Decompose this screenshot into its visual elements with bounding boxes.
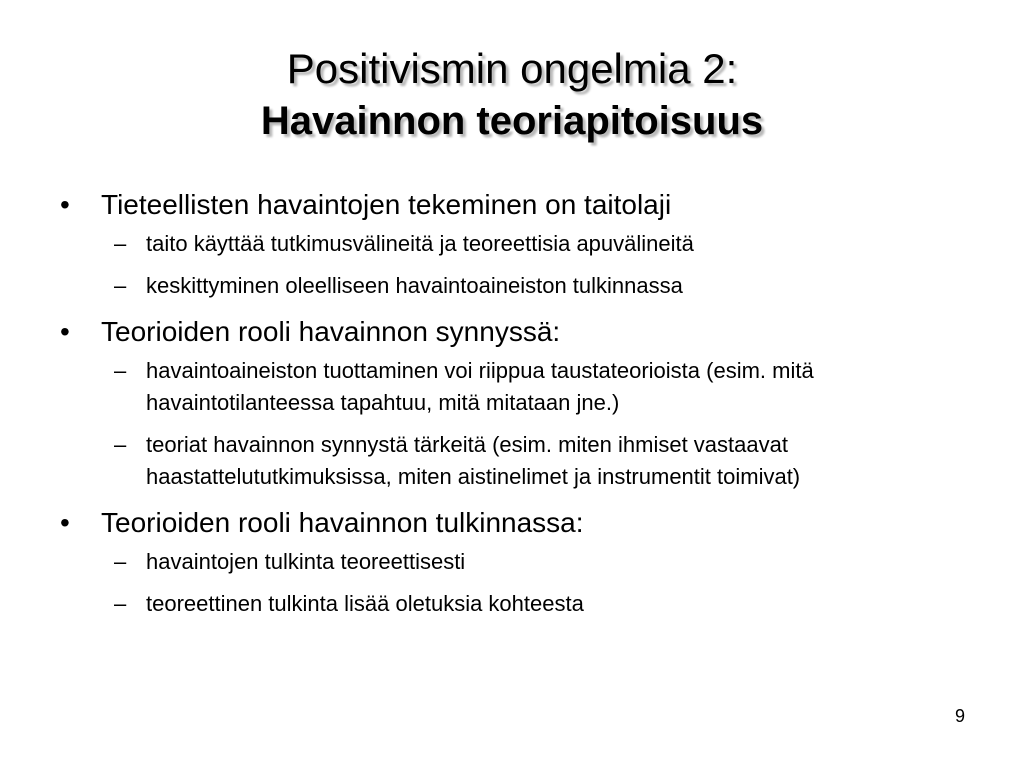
dash-icon: –	[114, 231, 127, 256]
dash-icon: –	[114, 432, 127, 457]
sub-bullet-text: havaintoaineiston tuottaminen voi riippua taustateorioista (esim. mitä havaintotilanteessa tapahtuu, mitä mitataan jne.)	[146, 358, 814, 415]
title-line-2: Havainnon teoriapitoisuus	[260, 99, 764, 143]
dash-icon: –	[114, 273, 127, 298]
sub-bullet-item	[60, 429, 970, 493]
sub-bullet-text: havaintojen tulkinta teoreettisesti	[146, 549, 466, 574]
bullet-icon: •	[60, 189, 70, 220]
sub-bullet-text: teoreettinen tulkinta lisää oletuksia kohteesta	[146, 591, 584, 616]
sub-bullet-item	[60, 355, 970, 419]
bullet-text: Teorioiden rooli havainnon tulkinnassa:	[101, 507, 584, 538]
sub-bullet-item	[60, 228, 970, 260]
bullet-icon: •	[60, 316, 70, 347]
title-line-1: Positivismin ongelmia 2:	[286, 45, 738, 92]
bullet-icon: •	[60, 507, 70, 538]
bullet-text: Teorioiden rooli havainnon synnyssä:	[101, 316, 561, 347]
dash-icon: –	[114, 549, 127, 574]
bullet-list	[60, 186, 970, 620]
bullet-item	[60, 313, 970, 351]
dash-icon: –	[114, 358, 127, 383]
sub-bullet-item	[60, 270, 970, 302]
dash-icon: –	[114, 591, 127, 616]
page-number: 9	[954, 706, 965, 726]
bullet-text: Tieteellisten havaintojen tekeminen on taitolaji	[101, 189, 672, 220]
bullet-item	[60, 504, 970, 542]
sub-bullet-text: teoriat havainnon synnystä tärkeitä (esim. miten ihmiset vastaavat haastattelututkimuksissa, miten aistinelimet ja instrumentit toimivat)	[146, 432, 801, 489]
sub-bullet-item	[60, 588, 970, 620]
sub-bullet-text: keskittyminen oleelliseen havaintoaineiston tulkinnassa	[146, 273, 683, 298]
sub-bullet-item	[60, 546, 970, 578]
bullet-item	[60, 186, 970, 224]
sub-bullet-text: taito käyttää tutkimusvälineitä ja teoreettisia apuvälineitä	[146, 231, 694, 256]
slide-title	[0, 42, 1024, 148]
